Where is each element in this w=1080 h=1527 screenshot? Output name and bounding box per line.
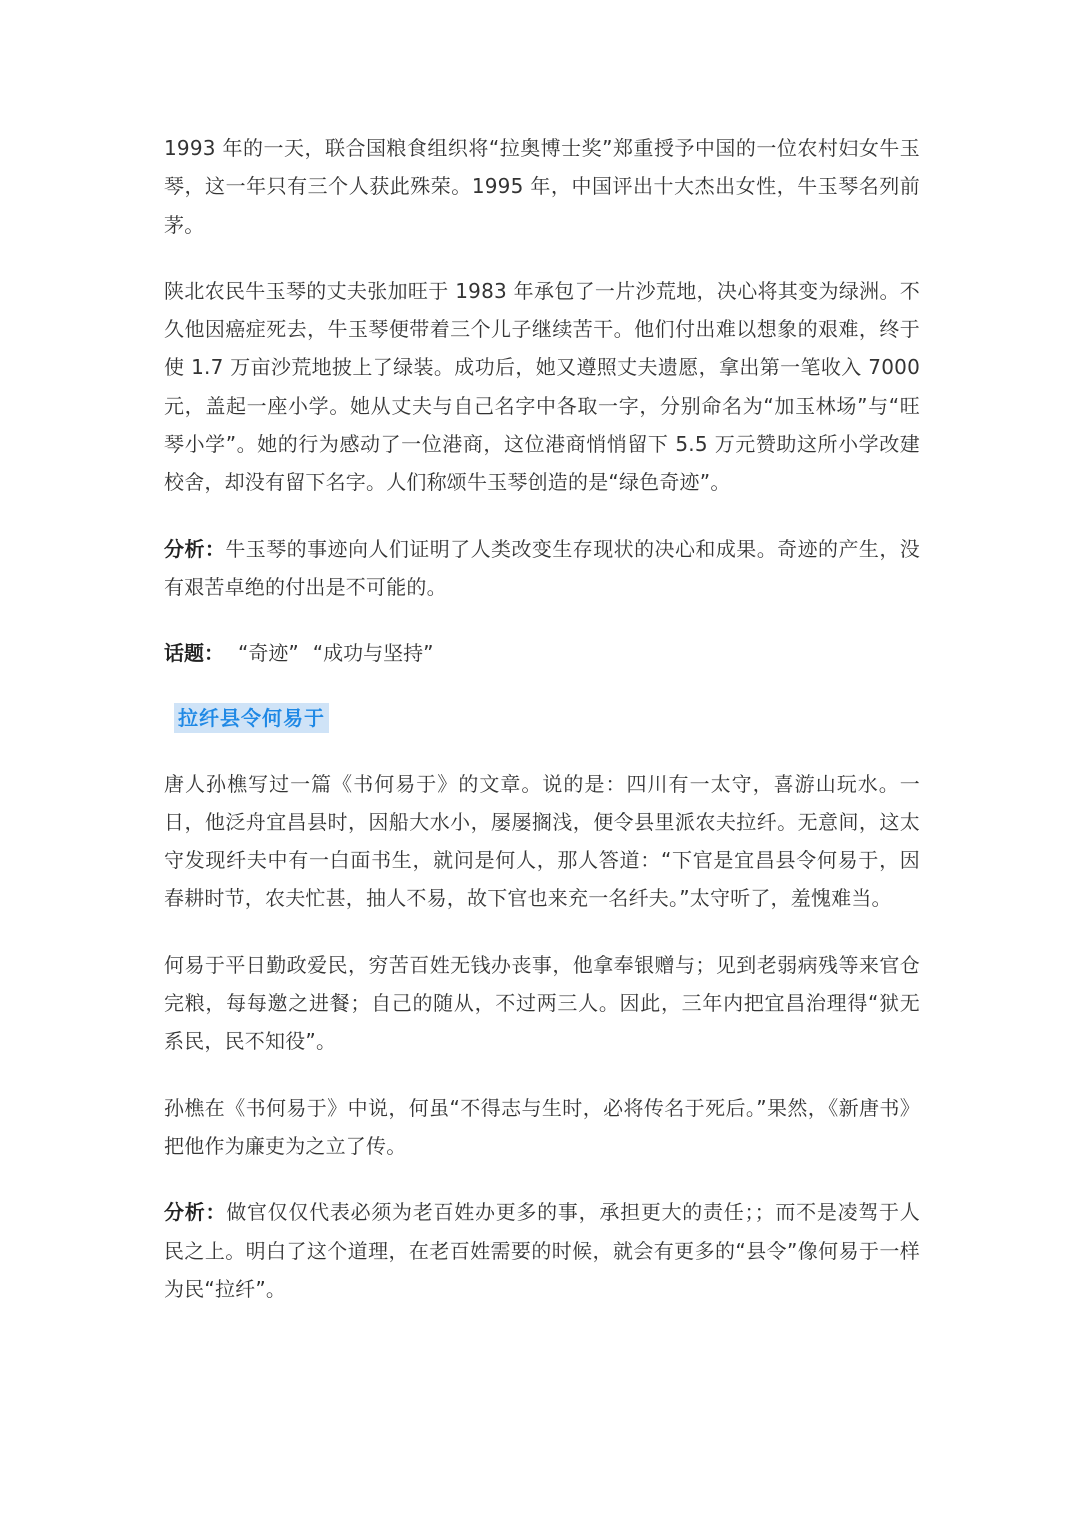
paragraph-niu-yuqin-award: 1993 年的一天，联合国粮食组织将“拉奥博士奖”郑重授予中国的一位农村妇女牛玉琴，这一年只有三个人获此殊荣。1995 年，中国评出十大杰出女性，牛玉琴名列前茅。 — [164, 136, 920, 237]
analysis-label: 分析： — [164, 1200, 227, 1225]
topic-item: “成功与坚持” — [312, 641, 434, 666]
paragraph-niu-yuqin-story: 陕北农民牛玉琴的丈夫张加旺于 1983 年承包了一片沙荒地，决心将其变为绿洲。不久他因癌症死去，牛玉琴便带着三个儿子继续苦干。他们付出难以想象的艰难，终于使 1.7 万亩沙荒地披上了绿装。成功后，她又遵照丈夫遗愿，拿出第一笔收入 7000 元，盖起一座小学。她从丈夫与自己名字中各取一字，分别命名为“加玉林场”与“旺琴小学”。她的行为感动了一位港商，这位港商悄悄留下 5.5 万元赞助这所小学改建校舍，却没有留下名字。人们称颂牛玉琴创造的是“绿色奇迹”。 — [164, 278, 920, 495]
topic-label: 话题： — [164, 641, 224, 666]
paragraph-he-yiyu-deeds: 何易于平日勤政爱民，穷苦百姓无钱办丧事，他拿奉银赠与；见到老弱病残等来官仓完粮，每每邀之进餐；自己的随从，不过两三人。因此，三年内把宜昌治理得“狱无系民，民不知役”。 — [164, 952, 920, 1054]
analysis-text: 牛玉琴的事迹向人们证明了人类改变生存现状的决心和成果。奇迹的产生，没有艰苦卓绝的付出是不可能的。 — [164, 536, 920, 599]
paragraph-sun-qiao-quote: 孙樵在《书何易于》中说，何虽“不得志与生时，必将传名于死后。”果然，《新唐书》把他作为廉吏为之立了传。 — [164, 1095, 920, 1158]
paragraph-he-yiyu-story: 唐人孙樵写过一篇《书何易于》的文章。说的是：四川有一太守，喜游山玩水。一日，他泛舟宜昌县时，因船大水小，屡屡搁浅，便令县里派农夫拉纤。无意间，这太守发现纤夫中有一白面书生，就问是何人，那人答道：“下官是宜昌县令何易于，因春耕时节，农夫忙甚，抽人不易，故下官也来充一名纤夫。”太守听了，羞愧难当。 — [164, 771, 920, 911]
analysis-paragraph-2 — [164, 1193, 920, 1308]
analysis-label: 分析： — [164, 536, 226, 561]
section-heading-text: 拉纤县令何易于 — [174, 703, 329, 733]
topic-item: “奇迹” — [238, 641, 299, 666]
section-heading — [174, 703, 920, 743]
topic-row — [164, 634, 920, 672]
analysis-paragraph-1 — [164, 530, 920, 607]
analysis-text: 做官仅仅代表必须为老百姓办更多的事，承担更大的责任；；而不是凌驾于人民之上。明白了这个道理，在老百姓需要的时候，就会有更多的“县令”像何易于一样为民“拉纤”。 — [164, 1200, 920, 1301]
